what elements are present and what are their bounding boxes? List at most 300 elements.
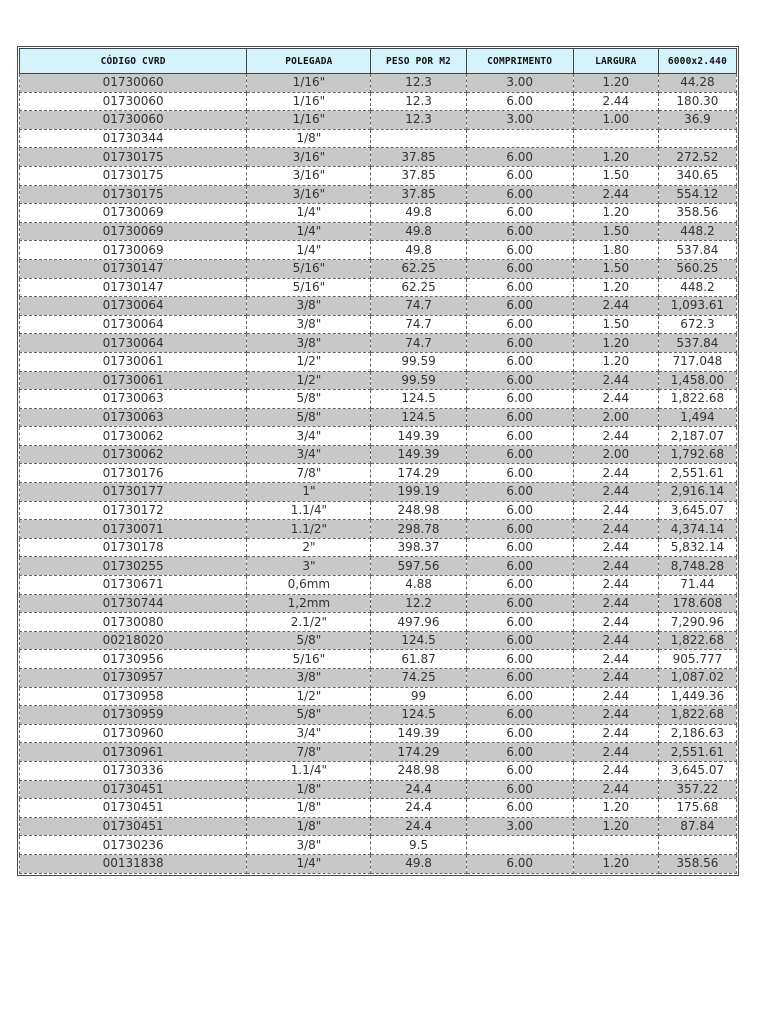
total-cell: 1,822.68 <box>658 706 736 725</box>
codigo-cvrd-cell: 01730063 <box>20 390 247 409</box>
codigo-cvrd-cell: 01730956 <box>20 650 247 669</box>
polegada-cell: 3/16" <box>247 148 371 167</box>
comprimento-cell: 6.00 <box>466 427 573 446</box>
peso-por-m2-cell: 149.39 <box>371 427 466 446</box>
comprimento-cell: 6.00 <box>466 222 573 241</box>
polegada-cell: 1,2mm <box>247 594 371 613</box>
comprimento-cell: 6.00 <box>466 743 573 762</box>
total-cell: 8,748.28 <box>658 557 736 576</box>
total-cell: 2,187.07 <box>658 427 736 446</box>
table-row <box>20 538 737 557</box>
table-row <box>20 408 737 427</box>
peso-por-m2-cell: 124.5 <box>371 706 466 725</box>
comprimento-cell: 6.00 <box>466 445 573 464</box>
polegada-cell: 1/4" <box>247 222 371 241</box>
comprimento-cell: 6.00 <box>466 166 573 185</box>
polegada-cell: 5/16" <box>247 259 371 278</box>
polegada-cell: 1/8" <box>247 780 371 799</box>
table-row <box>20 650 737 669</box>
polegada-cell: 3" <box>247 557 371 576</box>
total-cell: 1,087.02 <box>658 669 736 688</box>
polegada-cell: 3/16" <box>247 185 371 204</box>
peso-por-m2-cell: 74.7 <box>371 334 466 353</box>
comprimento-cell: 6.00 <box>466 241 573 260</box>
codigo-cvrd-cell: 01730960 <box>20 724 247 743</box>
table-row <box>20 129 737 148</box>
largura-cell: 2.44 <box>573 594 658 613</box>
table-row <box>20 334 737 353</box>
polegada-cell: 3/4" <box>247 724 371 743</box>
polegada-cell: 1/16" <box>247 74 371 93</box>
peso-por-m2-cell: 199.19 <box>371 483 466 502</box>
total-cell <box>658 129 736 148</box>
table-row <box>20 297 737 316</box>
comprimento-cell: 6.00 <box>466 538 573 557</box>
peso-por-m2-cell: 398.37 <box>371 538 466 557</box>
total-cell: 2,916.14 <box>658 483 736 502</box>
codigo-cvrd-cell: 01730062 <box>20 445 247 464</box>
largura-cell: 2.44 <box>573 371 658 390</box>
comprimento-cell: 3.00 <box>466 111 573 130</box>
comprimento-cell: 3.00 <box>466 74 573 93</box>
codigo-cvrd-cell: 01730255 <box>20 557 247 576</box>
table-row <box>20 278 737 297</box>
largura-cell: 2.44 <box>573 761 658 780</box>
peso-por-m2-cell: 497.96 <box>371 613 466 632</box>
comprimento-cell: 6.00 <box>466 278 573 297</box>
codigo-cvrd-cell: 01730061 <box>20 352 247 371</box>
table-row <box>20 743 737 762</box>
total-cell: 5,832.14 <box>658 538 736 557</box>
price-table <box>19 48 737 874</box>
total-cell: 448.2 <box>658 222 736 241</box>
polegada-cell: 2" <box>247 538 371 557</box>
comprimento-cell: 6.00 <box>466 557 573 576</box>
largura-cell: 1.20 <box>573 352 658 371</box>
table-row <box>20 761 737 780</box>
table-row <box>20 259 737 278</box>
polegada-cell: 7/8" <box>247 464 371 483</box>
peso-por-m2-cell: 248.98 <box>371 501 466 520</box>
total-cell: 448.2 <box>658 278 736 297</box>
peso-por-m2-cell: 62.25 <box>371 259 466 278</box>
codigo-cvrd-cell: 01730060 <box>20 92 247 111</box>
table-row <box>20 464 737 483</box>
codigo-cvrd-cell: 01730061 <box>20 371 247 390</box>
largura-cell: 2.44 <box>573 613 658 632</box>
polegada-cell: 3/8" <box>247 315 371 334</box>
table-row <box>20 371 737 390</box>
polegada-cell: 5/8" <box>247 706 371 725</box>
table-row <box>20 836 737 855</box>
polegada-cell: 1/2" <box>247 371 371 390</box>
peso-por-m2-cell: 149.39 <box>371 445 466 464</box>
comprimento-cell: 6.00 <box>466 706 573 725</box>
codigo-cvrd-cell: 01730957 <box>20 669 247 688</box>
largura-cell: 2.44 <box>573 724 658 743</box>
total-cell <box>658 836 736 855</box>
table-row <box>20 780 737 799</box>
peso-por-m2-cell: 9.5 <box>371 836 466 855</box>
polegada-cell: 1/2" <box>247 352 371 371</box>
comprimento-cell: 6.00 <box>466 576 573 595</box>
comprimento-cell: 6.00 <box>466 501 573 520</box>
peso-por-m2-cell: 149.39 <box>371 724 466 743</box>
total-cell: 1,449.36 <box>658 687 736 706</box>
table-row <box>20 817 737 836</box>
codigo-cvrd-cell: 01730236 <box>20 836 247 855</box>
peso-por-m2-cell: 597.56 <box>371 557 466 576</box>
polegada-cell: 3/8" <box>247 297 371 316</box>
largura-cell: 2.44 <box>573 576 658 595</box>
table-row <box>20 352 737 371</box>
table-row <box>20 799 737 818</box>
polegada-cell: 1.1/4" <box>247 501 371 520</box>
peso-por-m2-cell: 12.2 <box>371 594 466 613</box>
peso-por-m2-cell: 248.98 <box>371 761 466 780</box>
codigo-cvrd-cell: 01730178 <box>20 538 247 557</box>
comprimento-cell: 6.00 <box>466 297 573 316</box>
largura-cell: 2.44 <box>573 538 658 557</box>
total-cell: 4,374.14 <box>658 520 736 539</box>
comprimento-cell: 6.00 <box>466 631 573 650</box>
total-cell: 7,290.96 <box>658 613 736 632</box>
polegada-cell: 3/8" <box>247 836 371 855</box>
polegada-cell: 3/16" <box>247 166 371 185</box>
peso-por-m2-cell: 49.8 <box>371 241 466 260</box>
largura-cell: 2.44 <box>573 92 658 111</box>
comprimento-cell: 6.00 <box>466 483 573 502</box>
total-cell: 2,551.61 <box>658 743 736 762</box>
total-cell: 717.048 <box>658 352 736 371</box>
largura-cell: 2.44 <box>573 427 658 446</box>
table-row <box>20 222 737 241</box>
peso-por-m2-cell: 24.4 <box>371 799 466 818</box>
total-cell: 358.56 <box>658 854 736 873</box>
total-cell: 1,822.68 <box>658 390 736 409</box>
comprimento-cell: 6.00 <box>466 854 573 873</box>
peso-por-m2-cell: 12.3 <box>371 111 466 130</box>
codigo-cvrd-cell: 01730147 <box>20 278 247 297</box>
table-row <box>20 315 737 334</box>
largura-cell: 2.44 <box>573 743 658 762</box>
codigo-cvrd-cell: 01730147 <box>20 259 247 278</box>
total-cell: 44.28 <box>658 74 736 93</box>
peso-por-m2-cell: 37.85 <box>371 166 466 185</box>
table-row <box>20 594 737 613</box>
peso-por-m2-cell: 124.5 <box>371 390 466 409</box>
polegada-cell: 5/16" <box>247 278 371 297</box>
peso-por-m2-cell: 61.87 <box>371 650 466 669</box>
total-cell: 3,645.07 <box>658 501 736 520</box>
polegada-cell: 1/8" <box>247 799 371 818</box>
table-row <box>20 390 737 409</box>
total-cell: 272.52 <box>658 148 736 167</box>
codigo-cvrd-cell: 01730064 <box>20 334 247 353</box>
largura-cell: 1.20 <box>573 278 658 297</box>
codigo-cvrd-cell: 01730176 <box>20 464 247 483</box>
comprimento-cell: 6.00 <box>466 408 573 427</box>
polegada-cell: 1/2" <box>247 687 371 706</box>
table-header-row <box>20 49 737 74</box>
comprimento-cell: 6.00 <box>466 92 573 111</box>
comprimento-cell: 3.00 <box>466 817 573 836</box>
largura-cell: 1.50 <box>573 259 658 278</box>
codigo-cvrd-cell: 01730060 <box>20 111 247 130</box>
table-row <box>20 483 737 502</box>
largura-cell: 1.50 <box>573 315 658 334</box>
codigo-cvrd-cell: 01730175 <box>20 185 247 204</box>
largura-cell: 2.44 <box>573 501 658 520</box>
table-row <box>20 501 737 520</box>
total-cell: 2,186.63 <box>658 724 736 743</box>
table-row <box>20 185 737 204</box>
polegada-cell: 0,6mm <box>247 576 371 595</box>
polegada-cell: 5/8" <box>247 631 371 650</box>
comprimento-cell: 6.00 <box>466 687 573 706</box>
peso-por-m2-cell: 174.29 <box>371 743 466 762</box>
largura-cell: 2.44 <box>573 390 658 409</box>
header-6000x2440: 6000x2.440 <box>658 49 736 74</box>
table-row <box>20 111 737 130</box>
header-largura: LARGURA <box>573 49 658 74</box>
table-row <box>20 687 737 706</box>
comprimento-cell: 6.00 <box>466 185 573 204</box>
header-comprimento: COMPRIMENTO <box>466 49 573 74</box>
peso-por-m2-cell: 74.25 <box>371 669 466 688</box>
largura-cell: 1.20 <box>573 854 658 873</box>
largura-cell: 1.50 <box>573 222 658 241</box>
peso-por-m2-cell: 12.3 <box>371 74 466 93</box>
largura-cell: 2.44 <box>573 650 658 669</box>
largura-cell: 1.20 <box>573 334 658 353</box>
polegada-cell: 3/8" <box>247 334 371 353</box>
polegada-cell: 3/4" <box>247 427 371 446</box>
codigo-cvrd-cell: 01730959 <box>20 706 247 725</box>
total-cell: 905.777 <box>658 650 736 669</box>
polegada-cell: 1/16" <box>247 111 371 130</box>
table-row <box>20 204 737 223</box>
largura-cell: 1.50 <box>573 166 658 185</box>
largura-cell: 1.20 <box>573 204 658 223</box>
peso-por-m2-cell: 4.88 <box>371 576 466 595</box>
peso-por-m2-cell: 74.7 <box>371 315 466 334</box>
codigo-cvrd-cell: 01730961 <box>20 743 247 762</box>
peso-por-m2-cell: 49.8 <box>371 222 466 241</box>
peso-por-m2-cell: 37.85 <box>371 148 466 167</box>
comprimento-cell: 6.00 <box>466 334 573 353</box>
polegada-cell: 1/16" <box>247 92 371 111</box>
polegada-cell: 3/4" <box>247 445 371 464</box>
codigo-cvrd-cell: 01730069 <box>20 241 247 260</box>
codigo-cvrd-cell: 01730175 <box>20 148 247 167</box>
comprimento-cell <box>466 836 573 855</box>
polegada-cell: 1.1/4" <box>247 761 371 780</box>
codigo-cvrd-cell: 01730060 <box>20 74 247 93</box>
total-cell: 3,645.07 <box>658 761 736 780</box>
total-cell: 2,551.61 <box>658 464 736 483</box>
table-row <box>20 148 737 167</box>
codigo-cvrd-cell: 01730062 <box>20 427 247 446</box>
codigo-cvrd-cell: 01730069 <box>20 222 247 241</box>
table-row <box>20 631 737 650</box>
codigo-cvrd-cell: 01730063 <box>20 408 247 427</box>
comprimento-cell: 6.00 <box>466 464 573 483</box>
peso-por-m2-cell: 12.3 <box>371 92 466 111</box>
polegada-cell: 1.1/2" <box>247 520 371 539</box>
peso-por-m2-cell: 74.7 <box>371 297 466 316</box>
largura-cell: 2.44 <box>573 780 658 799</box>
peso-por-m2-cell: 99.59 <box>371 352 466 371</box>
largura-cell: 1.80 <box>573 241 658 260</box>
peso-por-m2-cell: 124.5 <box>371 631 466 650</box>
comprimento-cell: 6.00 <box>466 520 573 539</box>
comprimento-cell: 6.00 <box>466 780 573 799</box>
total-cell: 1,093.61 <box>658 297 736 316</box>
comprimento-cell: 6.00 <box>466 613 573 632</box>
polegada-cell: 1" <box>247 483 371 502</box>
codigo-cvrd-cell: 01730336 <box>20 761 247 780</box>
largura-cell: 2.44 <box>573 669 658 688</box>
codigo-cvrd-cell: 01730451 <box>20 799 247 818</box>
total-cell: 340.65 <box>658 166 736 185</box>
comprimento-cell: 6.00 <box>466 761 573 780</box>
peso-por-m2-cell: 99.59 <box>371 371 466 390</box>
codigo-cvrd-cell: 01730064 <box>20 297 247 316</box>
largura-cell: 2.44 <box>573 185 658 204</box>
largura-cell: 2.44 <box>573 464 658 483</box>
comprimento-cell: 6.00 <box>466 650 573 669</box>
header-peso-por-m2: PESO POR M2 <box>371 49 466 74</box>
price-table-container <box>17 46 739 876</box>
total-cell: 1,458.00 <box>658 371 736 390</box>
total-cell: 560.25 <box>658 259 736 278</box>
header-polegada: POLEGADA <box>247 49 371 74</box>
polegada-cell: 1/4" <box>247 204 371 223</box>
comprimento-cell: 6.00 <box>466 352 573 371</box>
largura-cell: 2.00 <box>573 408 658 427</box>
peso-por-m2-cell: 99 <box>371 687 466 706</box>
header-codigo-cvrd: CÓDIGO CVRD <box>20 49 247 74</box>
table-row <box>20 724 737 743</box>
codigo-cvrd-cell: 01730064 <box>20 315 247 334</box>
total-cell: 537.84 <box>658 241 736 260</box>
codigo-cvrd-cell: 00131838 <box>20 854 247 873</box>
codigo-cvrd-cell: 01730080 <box>20 613 247 632</box>
comprimento-cell: 6.00 <box>466 204 573 223</box>
codigo-cvrd-cell: 01730451 <box>20 817 247 836</box>
peso-por-m2-cell: 49.8 <box>371 854 466 873</box>
total-cell: 357.22 <box>658 780 736 799</box>
table-row <box>20 520 737 539</box>
total-cell: 175.68 <box>658 799 736 818</box>
peso-por-m2-cell: 298.78 <box>371 520 466 539</box>
comprimento-cell: 6.00 <box>466 724 573 743</box>
largura-cell: 1.00 <box>573 111 658 130</box>
largura-cell: 2.00 <box>573 445 658 464</box>
codigo-cvrd-cell: 01730671 <box>20 576 247 595</box>
polegada-cell: 5/16" <box>247 650 371 669</box>
comprimento-cell: 6.00 <box>466 390 573 409</box>
total-cell: 180.30 <box>658 92 736 111</box>
comprimento-cell: 6.00 <box>466 371 573 390</box>
comprimento-cell: 6.00 <box>466 799 573 818</box>
table-row <box>20 706 737 725</box>
table-row <box>20 613 737 632</box>
comprimento-cell: 6.00 <box>466 669 573 688</box>
table-row <box>20 557 737 576</box>
codigo-cvrd-cell: 01730177 <box>20 483 247 502</box>
polegada-cell: 1/4" <box>247 854 371 873</box>
largura-cell: 2.44 <box>573 687 658 706</box>
codigo-cvrd-cell: 01730175 <box>20 166 247 185</box>
polegada-cell: 7/8" <box>247 743 371 762</box>
largura-cell <box>573 836 658 855</box>
largura-cell: 1.20 <box>573 148 658 167</box>
codigo-cvrd-cell: 01730172 <box>20 501 247 520</box>
largura-cell: 2.44 <box>573 557 658 576</box>
polegada-cell: 5/8" <box>247 408 371 427</box>
comprimento-cell <box>466 129 573 148</box>
polegada-cell: 3/8" <box>247 669 371 688</box>
largura-cell: 2.44 <box>573 520 658 539</box>
polegada-cell: 1/8" <box>247 129 371 148</box>
codigo-cvrd-cell: 01730071 <box>20 520 247 539</box>
total-cell: 71.44 <box>658 576 736 595</box>
table-row <box>20 576 737 595</box>
largura-cell: 2.44 <box>573 706 658 725</box>
table-row <box>20 74 737 93</box>
total-cell: 1,792.68 <box>658 445 736 464</box>
peso-por-m2-cell <box>371 129 466 148</box>
largura-cell: 2.44 <box>573 483 658 502</box>
table-row <box>20 92 737 111</box>
table-row <box>20 427 737 446</box>
largura-cell: 2.44 <box>573 297 658 316</box>
largura-cell: 2.44 <box>573 631 658 650</box>
comprimento-cell: 6.00 <box>466 594 573 613</box>
table-body <box>20 74 737 874</box>
table-row <box>20 166 737 185</box>
codigo-cvrd-cell: 01730069 <box>20 204 247 223</box>
peso-por-m2-cell: 37.85 <box>371 185 466 204</box>
peso-por-m2-cell: 24.4 <box>371 780 466 799</box>
codigo-cvrd-cell: 01730451 <box>20 780 247 799</box>
total-cell: 672.3 <box>658 315 736 334</box>
polegada-cell: 1/4" <box>247 241 371 260</box>
codigo-cvrd-cell: 01730958 <box>20 687 247 706</box>
table-row <box>20 241 737 260</box>
comprimento-cell: 6.00 <box>466 148 573 167</box>
peso-por-m2-cell: 174.29 <box>371 464 466 483</box>
polegada-cell: 2.1/2" <box>247 613 371 632</box>
codigo-cvrd-cell: 01730344 <box>20 129 247 148</box>
comprimento-cell: 6.00 <box>466 259 573 278</box>
table-row <box>20 669 737 688</box>
peso-por-m2-cell: 49.8 <box>371 204 466 223</box>
peso-por-m2-cell: 124.5 <box>371 408 466 427</box>
largura-cell <box>573 129 658 148</box>
table-row <box>20 854 737 873</box>
largura-cell: 1.20 <box>573 817 658 836</box>
largura-cell: 1.20 <box>573 74 658 93</box>
polegada-cell: 1/8" <box>247 817 371 836</box>
total-cell: 554.12 <box>658 185 736 204</box>
peso-por-m2-cell: 62.25 <box>371 278 466 297</box>
comprimento-cell: 6.00 <box>466 315 573 334</box>
total-cell: 537.84 <box>658 334 736 353</box>
total-cell: 178.608 <box>658 594 736 613</box>
